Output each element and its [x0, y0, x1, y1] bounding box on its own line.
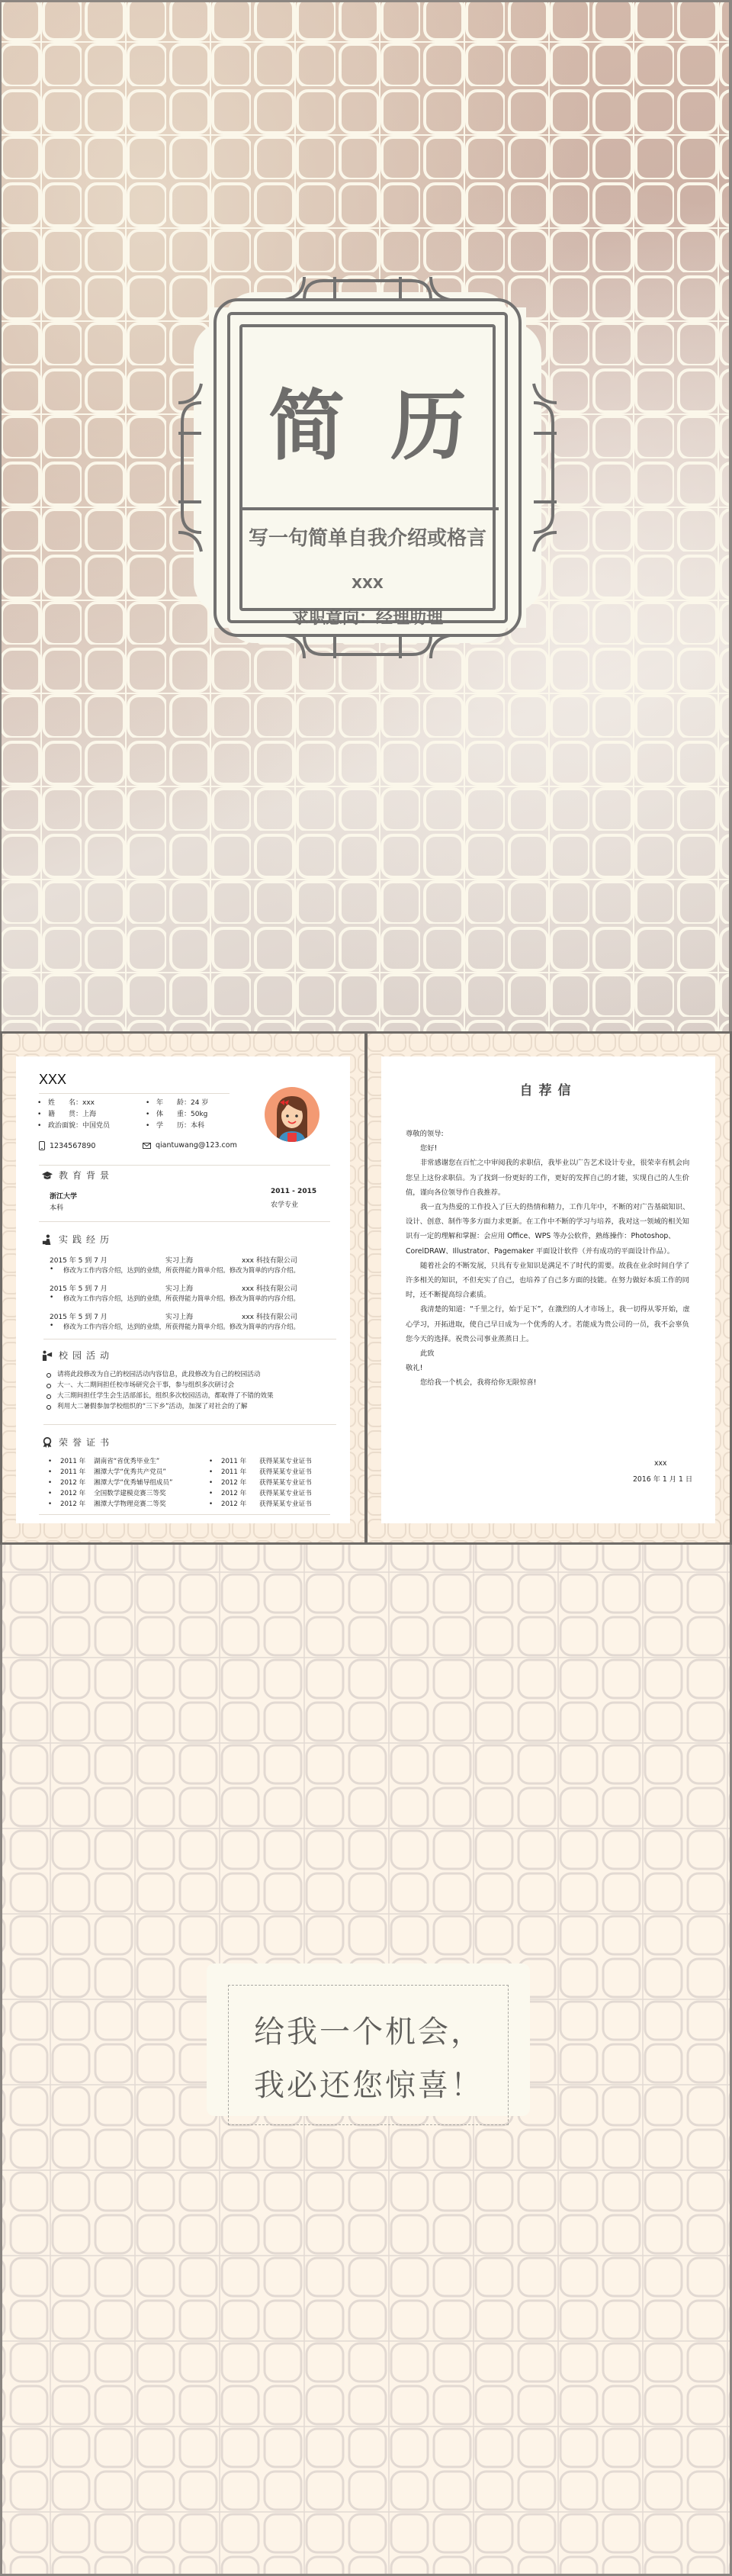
honor-item: • 2011 年 湖南省“省优秀毕业生” — [48, 1456, 172, 1467]
honor-item: • 2012 年 湘潭大学物理竞赛二等奖 — [48, 1499, 172, 1510]
practice-desc: 修改为工作内容介绍，达到的业绩，所获得能力简单介绍。修改为简单的内容介绍。 — [63, 1294, 300, 1302]
honors-list-right — [209, 1456, 312, 1510]
divider — [39, 1093, 230, 1094]
cover-title-card — [178, 277, 557, 658]
section-practice-header — [42, 1233, 114, 1246]
girl-avatar-icon — [265, 1087, 319, 1142]
honor-item: • 2012 年 获得某某专业证书 — [209, 1478, 312, 1488]
practice-company: xxx 科技有限公司 — [242, 1314, 297, 1321]
cover-motto: 写一句简单自我介绍或格言 — [248, 527, 486, 550]
section-title: 教育背景 — [59, 1170, 114, 1181]
mail-icon — [143, 1143, 151, 1149]
graduation-cap-icon — [42, 1170, 53, 1181]
letter-final-line: 您给我一个机会，我将给你无限惊喜! — [420, 1378, 537, 1388]
info-name: • 姓 名：xxx — [37, 1098, 110, 1109]
avatar — [265, 1087, 319, 1142]
practice-place: 实习上海 — [165, 1257, 194, 1265]
practice-desc: 修改为工作内容介绍，达到的业绩，所获得能力简单介绍。修改为简单的内容介绍。 — [63, 1266, 300, 1274]
practice-date: 2015 年 5 到 7 月 — [50, 1314, 108, 1321]
practice-date: 2015 年 5 到 7 月 — [50, 1257, 108, 1265]
section-title: 校园活动 — [59, 1350, 114, 1361]
degree: 本科 — [50, 1204, 64, 1212]
letter-date: 2016 年 1 月 1 日 — [633, 1475, 693, 1484]
speaker-icon — [42, 1350, 53, 1361]
phone-contact — [39, 1141, 95, 1150]
cover-job-intent: 求职意向：经理助理 — [291, 609, 443, 628]
divider — [39, 1165, 330, 1166]
info-education: • 学 历：本科 — [146, 1121, 208, 1132]
cover-title: 简历 — [268, 381, 512, 471]
divider — [43, 1424, 336, 1425]
letter-greeting: 尊敬的领导: — [406, 1130, 444, 1138]
info-age: • 年 龄：24 岁 — [146, 1098, 208, 1109]
letter-closing: 此致 — [420, 1349, 435, 1359]
letter-title: 自荐信 — [519, 1083, 577, 1098]
honors-list-left — [48, 1456, 172, 1510]
list-item: 大三期间担任学生会生活部部长，组织多次校园活动，都取得了不错的效果 — [45, 1391, 274, 1401]
closing-page — [0, 1545, 732, 2576]
closing-line-1: 给我一个机会， — [254, 2015, 483, 2050]
letter-paper — [381, 1056, 715, 1523]
honor-item: • 2012 年 湘潭大学“优秀辅导组成员” — [48, 1478, 172, 1488]
personal-info-left — [37, 1098, 110, 1132]
closing-card — [207, 1963, 530, 2116]
bullet: • — [50, 1294, 54, 1301]
list-item: 请将此段修改为自己的校园活动内容信息，此段修改为自己的校园活动 — [45, 1369, 274, 1380]
practice-place: 实习上海 — [165, 1285, 194, 1293]
major: 农学专业 — [271, 1201, 299, 1209]
divider — [39, 1514, 330, 1515]
letter-signature: xxx — [654, 1459, 667, 1468]
cover-name: XXX — [352, 576, 384, 592]
letter-paragraph: 非常感谢您在百忙之中审阅我的求职信，我毕业以广告艺术设计专业，很荣幸有机会向您呈上这份求职信。为了找到一份更好的工作，更好的发挥自己的才能，实现自己的人生价值，谨向各位领导作自我推荐。 — [406, 1159, 690, 1197]
section-education-header — [42, 1169, 114, 1182]
info-hometown: • 籍 贯：上海 — [37, 1109, 110, 1121]
honor-item: • 2011 年 湘潭大学“优秀共产党员” — [48, 1467, 172, 1478]
school-name: 浙江大学 — [50, 1193, 78, 1201]
cover-letter-page — [366, 1031, 732, 1545]
practice-place: 实习上海 — [165, 1314, 194, 1321]
resume-page — [0, 1031, 366, 1545]
info-weight: • 体 重：50kg — [146, 1109, 208, 1121]
section-honors-header — [42, 1436, 114, 1449]
resume-name: XXX — [39, 1072, 67, 1087]
campus-activity-list — [45, 1369, 274, 1412]
divider — [39, 1221, 330, 1222]
personal-info-right — [146, 1098, 208, 1132]
study-years: 2011 - 2015 — [271, 1188, 317, 1195]
honor-item: • 2012 年 获得某某专业证书 — [209, 1499, 312, 1510]
letter-salute: 敬礼! — [406, 1364, 423, 1373]
honor-item: • 2012 年 获得某某专业证书 — [209, 1488, 312, 1499]
letter-body — [406, 1127, 695, 1391]
phone-number: 1234567890 — [50, 1141, 96, 1150]
bullet: • — [50, 1265, 54, 1273]
section-campus-header — [42, 1349, 114, 1362]
list-item: 利用大二暑假参加学校组织的“三下乡”活动，加深了对社会的了解 — [45, 1401, 274, 1412]
letter-paragraph: 随着社会的不断发展，只具有专业知识是满足不了时代的需要。故我在业余时间自学了许多相关的知识，不但充实了自己，也培养了自己多方面的技能。在努力做好本质工作的同时，还不断提高综合素质。 — [406, 1261, 690, 1300]
closing-line-2: 我必还您惊喜！ — [254, 2068, 483, 2103]
award-ribbon-icon — [42, 1437, 53, 1448]
letter-hello: 您好! — [420, 1144, 438, 1153]
letter-paragraph: 我一直为热爱的工作投入了巨大的热情和精力，工作几年中，不断的对广告基础知识、设计、创意、制作等多方面力求更新。在工作中不断的学习与培养，我对这一领域的相关知识有一定的理解和掌握：会应用 Office、WPS 等办公软件，熟练操作：Photoshop、CorelDRAW、Illustrator、Pagemaker 平面设计软件（并有成功的平面设计作品）。 — [406, 1203, 690, 1256]
honor-item: • 2011 年 获得某某专业证书 — [209, 1456, 312, 1467]
letter-paragraph: 我清楚的知道：“千里之行，始于足下”，在激烈的人才市场上，我一切得从零开始，虚心学习，开拓进取，使自己早日成为一个优秀的人才。若能成为贵公司的一员，我不会辜负您今天的选择。祝贵公司事业蒸蒸日上。 — [406, 1305, 690, 1343]
practice-company: xxx 科技有限公司 — [242, 1285, 297, 1293]
phone-icon — [39, 1141, 45, 1150]
honor-item: • 2011 年 获得某某专业证书 — [209, 1467, 312, 1478]
practice-date: 2015 年 5 到 7 月 — [50, 1285, 108, 1293]
email-address: qiantuwang@123.com — [156, 1141, 237, 1150]
email-contact — [143, 1141, 237, 1150]
practice-desc: 修改为工作内容介绍，达到的业绩，所获得能力简单介绍。修改为简单的内容介绍。 — [63, 1323, 300, 1330]
title-divider — [241, 507, 499, 510]
list-item: 大一、大二期间担任校市场研究会干事，参与组织多次研讨会 — [45, 1380, 274, 1391]
worker-icon — [42, 1234, 53, 1245]
resume-paper — [16, 1056, 350, 1523]
section-title: 荣誉证书 — [59, 1437, 114, 1448]
info-political-status: • 政治面貌：中国党员 — [37, 1121, 110, 1132]
section-title: 实践经历 — [59, 1234, 114, 1245]
bullet: • — [50, 1322, 54, 1330]
practice-company: xxx 科技有限公司 — [242, 1257, 297, 1265]
cover-page — [0, 0, 732, 1031]
honor-item: • 2012 年 全国数学建模竞赛三等奖 — [48, 1488, 172, 1499]
